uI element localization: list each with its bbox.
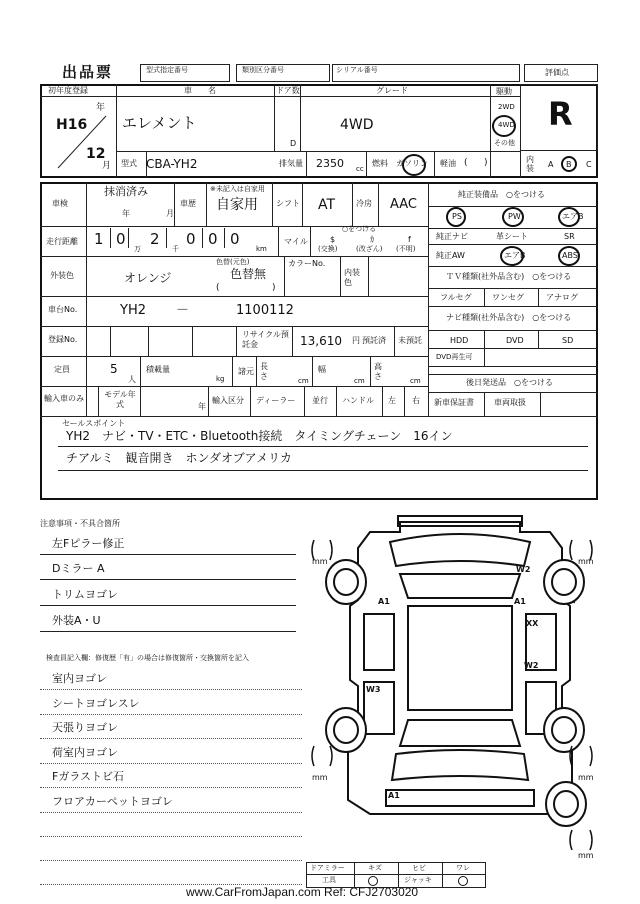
first-reg-month: 12 — [86, 146, 106, 162]
katashiki-label: 型式指定番号 — [146, 66, 188, 74]
genuine-abs: ABS — [562, 251, 578, 260]
drive-label: 駆動 — [496, 87, 512, 96]
legend-tools: 工具 — [322, 876, 336, 884]
recycle-status-deposited: 預託済 — [362, 336, 386, 345]
shaken-value: 抹消済み — [104, 185, 148, 198]
chassis-model: YH2 — [120, 303, 146, 318]
parallel-label: 並行 — [312, 396, 328, 405]
sales-line-2: チアルミ 観音開き ホンダオブアメリカ — [66, 451, 292, 465]
ruibetsu-label: 類別区分番号 — [242, 66, 284, 74]
meter-label-unknown: (不明) — [396, 245, 416, 253]
color-change-label: 色替(元色) — [216, 258, 250, 266]
load-unit: kg — [216, 375, 225, 383]
shareki-note: ※未記入は自家用 — [210, 185, 265, 193]
reg-no-label: 登録No. — [48, 335, 78, 344]
naisou-a: A — [548, 160, 554, 169]
naisou-b: B — [566, 160, 572, 169]
keiyu-label: 軽油 — [440, 159, 456, 168]
mileage-digit-2: 0 — [116, 230, 126, 248]
grade-label: グレード — [376, 86, 408, 95]
mileage-digit-3: 2 — [150, 230, 160, 248]
genuine-title: 純正装備品 ○をつける — [458, 190, 545, 199]
after-title: 後日発送品 ○をつける — [466, 378, 553, 387]
drive-option-4wd: 4WD — [498, 121, 515, 129]
cooler-label: 冷房 — [356, 199, 372, 208]
month-unit: 月 — [102, 161, 112, 171]
chassis-label: 車台No. — [48, 305, 78, 314]
load-label: 積載量 — [146, 365, 170, 374]
tv-analog: アナログ — [546, 293, 578, 302]
note-item-3: トリムヨゴレ — [52, 588, 118, 601]
meter-mark-unknown: f — [408, 235, 411, 244]
model-value: CBA-YH2 — [146, 157, 198, 171]
after-manual: 車両取扱 — [494, 398, 526, 407]
shareki-value: 自家用 — [216, 197, 258, 213]
score-value: R — [548, 95, 573, 133]
damage-mark-2: A1 — [378, 597, 390, 606]
serial-label: シリアル番号 — [336, 66, 378, 74]
meter-note: ○をつける — [342, 225, 377, 233]
fuel-selected-circle — [402, 154, 426, 176]
handle-left: 左 — [388, 396, 396, 405]
drive-option-other: その他 — [494, 139, 515, 147]
inspector-item-4: 荷室内ヨゴレ — [52, 746, 118, 759]
mm-unit-1: mm — [312, 557, 328, 566]
maile-label: マイル — [284, 237, 308, 246]
fuel-label: 燃料 — [372, 159, 388, 168]
note-item-4: 外装A・U — [52, 614, 101, 627]
legend-jack: ジャッキ — [404, 876, 432, 884]
displacement-unit: cc — [356, 165, 364, 173]
tv-fullseg: フルセグ — [440, 293, 472, 302]
mileage-unit-man: 万 — [134, 245, 141, 253]
genuine-ps-circle — [446, 207, 466, 227]
legend-jack-circle — [458, 876, 468, 886]
dims-label: 諸元 — [238, 367, 254, 376]
door-value: D — [290, 139, 297, 148]
meter-mark-tamper: ｶ — [370, 235, 374, 244]
color-paren-close: ) — [272, 283, 276, 293]
color-value: オレンジ — [124, 271, 172, 285]
note-item-1: 左Fピラー修正 — [52, 537, 125, 550]
import-type-label: 輸入区分 — [212, 396, 244, 405]
after-warranty: 新車保証書 — [434, 398, 474, 407]
meter-label-exchange: (交換) — [318, 245, 338, 253]
door-label: ドア数 — [276, 86, 300, 95]
import-label: 輸入車のみ — [44, 394, 84, 403]
height-label: 高さ — [374, 362, 382, 381]
genuine-aw: 純正AW — [436, 251, 465, 260]
color-change-value: 色替無 — [230, 267, 267, 281]
navi-sd: SD — [562, 336, 574, 345]
damage-mark-1: W2 — [516, 565, 531, 574]
naisou-c: C — [586, 160, 592, 169]
recycle-value: 13,610 — [300, 334, 342, 348]
chassis-number: 1100112 — [236, 303, 294, 318]
inspector-item-2: シートヨゴレスレ — [52, 697, 140, 710]
mileage-unit-sen: 千 — [172, 245, 179, 253]
shift-label: シフト — [276, 199, 300, 208]
naisou-label: 内装 — [526, 155, 534, 173]
legend-door-mirror: ドアミラー — [310, 864, 345, 872]
meter-mark-exchange: $ — [330, 235, 336, 244]
genuine-sr: SR — [564, 232, 575, 241]
width-unit: cm — [354, 377, 365, 385]
mm-unit-2: mm — [578, 557, 594, 566]
mileage-digit-1: 1 — [94, 230, 104, 248]
interior-color-label: 内装色 — [344, 268, 360, 287]
navi-hdd: HDD — [450, 336, 469, 345]
shaken-year-unit: 年 — [122, 209, 130, 218]
inspector-item-3: 天張りヨゴレ — [52, 721, 118, 734]
car-name-value: エレメント — [122, 114, 197, 132]
shift-value: AT — [318, 197, 336, 213]
legend-kizu: キズ — [368, 864, 382, 872]
capacity-value: 5 — [110, 362, 118, 376]
shaken-month-unit: 月 — [166, 209, 174, 218]
model-year-unit: 年 — [198, 402, 206, 411]
genuine-pw: PW — [508, 212, 521, 221]
handle-label: ハンドル — [342, 396, 374, 405]
displacement-label: 排気量 — [279, 159, 303, 168]
capacity-label: 定員 — [54, 365, 70, 374]
mileage-unit-km: km — [256, 245, 267, 253]
damage-mark-5: W2 — [524, 661, 539, 670]
drive-option-2wd: 2WD — [498, 103, 515, 111]
genuine-ps: PS — [452, 212, 462, 221]
genuine-pw-circle — [502, 207, 524, 227]
fuel-value: ガソリン — [396, 159, 428, 168]
mm-unit-3: mm — [312, 773, 328, 782]
inspector-item-1: 室内ヨゴレ — [52, 672, 107, 685]
navi-title: ナビ種類(社外品含む) ○をつける — [446, 313, 572, 322]
car-name-label: 車 名 — [184, 86, 216, 95]
inspector-item-6: フロアカーペットヨゴレ — [52, 795, 173, 808]
color-paren-open: ( — [216, 283, 220, 293]
drive-selected-circle — [492, 115, 516, 137]
note-item-2: Dミラー A — [52, 562, 105, 575]
damage-mark-6: W3 — [366, 685, 381, 694]
page-title: 出品票 — [62, 63, 114, 81]
year-unit: 年 — [96, 103, 106, 113]
recycle-status-not-deposited: 未預託 — [398, 336, 422, 345]
mileage-digit-6: 0 — [230, 230, 240, 248]
sales-label: セールスポイント — [62, 419, 126, 428]
naisou-selected-circle — [561, 156, 577, 172]
notes-title: 注意事項・不具合箇所 — [40, 519, 120, 528]
footer-watermark: www.CarFromJapan.com Ref: CFJ2703020 — [186, 885, 419, 899]
mileage-label: 走行距離 — [46, 237, 78, 246]
genuine-airbag: エアB — [562, 212, 584, 221]
legend-ware: ワレ — [456, 864, 470, 872]
mm-unit-5: mm — [578, 851, 594, 860]
genuine-navi: 純正ナビ — [436, 232, 468, 241]
legend-hibi: ヒビ — [412, 864, 426, 872]
inspector-item-5: Fガラストビ石 — [52, 770, 124, 783]
model-label: 型式 — [121, 159, 137, 168]
tv-title: ＴＶ種類(社外品含む) ○をつける — [446, 272, 572, 281]
width-label: 幅 — [318, 365, 326, 374]
handle-right: 右 — [412, 396, 420, 405]
genuine-airbag-circle — [558, 207, 580, 227]
mm-unit-4: mm — [578, 773, 594, 782]
hyoka-label: 評価点 — [545, 68, 569, 77]
genuine-abs-circle — [558, 246, 580, 266]
first-reg-year: H16 — [56, 117, 88, 133]
damage-mark-7: A1 — [388, 791, 400, 800]
genuine-leather: 革シート — [496, 232, 528, 241]
length-label: 長さ — [260, 362, 268, 381]
capacity-unit: 人 — [128, 375, 136, 384]
damage-mark-3: A1 — [514, 597, 526, 606]
height-unit: cm — [410, 377, 421, 385]
tv-oneseg: ワンセグ — [492, 293, 524, 302]
model-year-label: モデル年式 — [104, 390, 136, 409]
shaken-label: 車検 — [52, 199, 68, 208]
dealer-label: ディーラー — [256, 396, 296, 405]
color-label: 外装色 — [50, 271, 74, 280]
sales-line-1: YH2 ナビ・TV・ETC・Bluetooth接続 タイミングチェーン 16イン — [66, 429, 453, 443]
car-diagram — [300, 510, 610, 900]
damage-mark-4: XX — [526, 619, 539, 628]
meter-label-tamper: (改ざん) — [356, 245, 383, 253]
mileage-digit-4: 0 — [186, 230, 196, 248]
dvd-label: DVD再生可 — [436, 353, 473, 361]
first-reg-label: 初年度登録 — [48, 86, 88, 95]
cooler-value: AAC — [390, 197, 417, 212]
genuine-airbag-2-circle — [500, 246, 524, 266]
inspector-title: 検査員記入欄：修復歴「有」の場合は修復箇所・交換箇所を記入 — [46, 654, 249, 662]
mileage-digit-5: 0 — [208, 230, 218, 248]
recycle-label: リサイクル預託金 — [242, 330, 289, 349]
color-no-label: カラーNo. — [288, 259, 326, 268]
chassis-dash: － — [176, 303, 190, 318]
navi-dvd: DVD — [506, 336, 524, 345]
grade-value: 4WD — [340, 117, 374, 133]
shareki-label: 車歴 — [180, 199, 196, 208]
displacement-value: 2350 — [316, 157, 344, 170]
length-unit: cm — [298, 377, 309, 385]
recycle-unit: 円 — [352, 336, 360, 345]
genuine-airbag-2: エアB — [504, 251, 526, 260]
